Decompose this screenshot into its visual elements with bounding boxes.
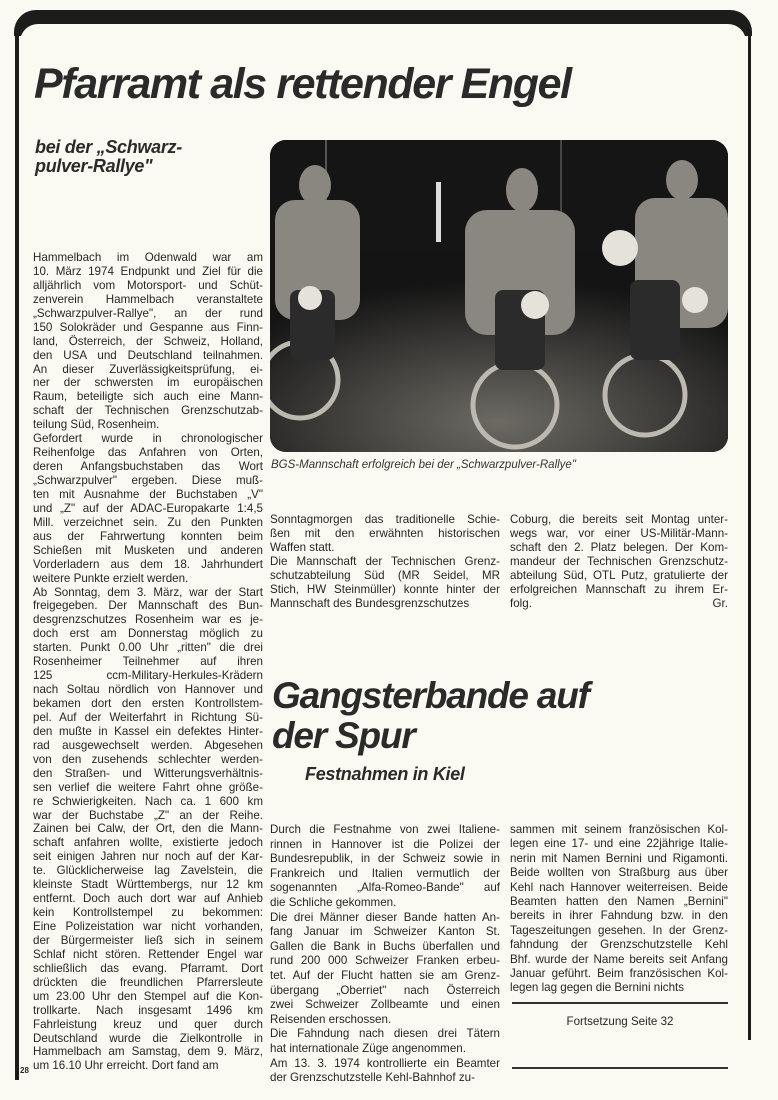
text-line: ner der schwersten im europäischen <box>33 376 263 390</box>
text-line: legen eine 17- und eine 22jährige Italie- <box>510 837 728 851</box>
text-line: Vorderladern aus dem 18. Jahrhundert <box>33 557 263 571</box>
text-line: entfernt. Doch auch dort war auf Anhieb <box>33 892 263 906</box>
text-line: wegs war, vor einer US-Militär-Mann- <box>510 526 728 540</box>
text-line: weitere Punkte erzielt werden. <box>33 571 189 585</box>
text-line: Fahrleistung kreuz und quer durch <box>33 1017 263 1031</box>
text-line: desgrenzschutzes Rosenheim war es je- <box>33 613 263 627</box>
subheadline-line: pulver-Rallye" <box>35 156 153 176</box>
text-line: und „Z" auf der ADAC-Europakarte 1:4,5 <box>33 501 263 515</box>
text-line: erfolgreichen Mannschaft zu ihrem Er- <box>510 582 728 596</box>
text-line: den Straßen- und Witterungsverhältnis- <box>33 766 263 780</box>
text-line: Schlaf nicht stören. Rettender Engel war <box>33 947 263 961</box>
page-frame-left-border <box>15 30 19 1080</box>
text-line: sen verlief die weitere Fahrt ohne größe- <box>33 780 263 794</box>
text-line: re Schwierigkeiten. Nach ca. 1 600 km <box>33 794 263 808</box>
text-line: rinnen in Hannover ist die Polizei der <box>270 837 500 851</box>
text-line: An dieser Zuverlässigkeitsprüfung, ei- <box>33 362 263 376</box>
text-line: alljährlich vom Motorsport- und Schüt- <box>33 278 263 292</box>
text-line: schutzabteilung Süd (MR Seidel, MR <box>270 568 500 582</box>
article2-column-1 <box>270 823 500 1086</box>
text-line: die Schliche gekommen. <box>270 895 397 909</box>
text-line: den USA und Deutschland teilnahmen. <box>33 348 263 362</box>
text-line: mandeur der Technischen Grenzschutz- <box>510 554 728 568</box>
text-line: abteilung Süd, OTL Putz, gratulierte der <box>510 568 728 582</box>
text-line: „Schwarzpulver" ergeben. Diese muß- <box>33 474 263 487</box>
rally-team-photo <box>270 140 728 452</box>
text-line: kein Kontrollstempel zu bekommen: <box>33 906 263 920</box>
text-line: rund 200 000 Schweizer Franken erbeu- <box>270 954 500 968</box>
article2-headline <box>272 676 589 756</box>
text-line: Tageszeitungen gesehen. In der Grenz- <box>510 923 728 937</box>
continuation-rule-top <box>512 1002 728 1004</box>
text-line: der Grenzschutzstelle Kehl-Bahnhof zu- <box>270 1071 475 1085</box>
article-headline: Pfarramt als rettender Engel <box>34 60 571 108</box>
text-line: Stich, HW Steinmüller) konnte hinter der <box>270 582 500 596</box>
text-fragment: Gr. <box>712 596 728 610</box>
text-line: zwei Schweizer Zollbeamte und einen <box>270 998 500 1012</box>
article1-column-1 <box>33 251 263 1073</box>
headline-line: Gangsterbande auf <box>272 675 589 716</box>
text-line: Rosenheimer Teilnehmer auf ihren <box>33 655 263 669</box>
photo-caption: BGS-Mannschaft erfolgreich bei der „Schwarzpulver-Rallye" <box>271 459 576 471</box>
continuation-rule-bottom <box>512 1067 728 1069</box>
text-line: fang Januar im Schweizer Kanton St. <box>270 925 500 939</box>
text-line: war der Buchstabe „Z" an der Reihe. <box>33 808 263 822</box>
text-line: bereits in ihrer Fahndung bzw. in den <box>510 909 728 923</box>
text-line: land, Österreich, der Schweiz, Holland, <box>33 334 263 348</box>
text-line: nerin mit Namen Bernini und Rigamonti. <box>510 851 728 865</box>
text-line: Raum, beteiligte sich auch eine Mann- <box>33 390 263 404</box>
text-line: Reisenden erschossen. <box>270 1012 392 1026</box>
text-line: Waffen statt. <box>270 540 335 554</box>
subheadline-line: bei der „Schwarz- <box>35 137 182 157</box>
article2-subheadline: Festnahmen in Kiel <box>305 764 465 784</box>
text-line: Deutschland wurde die Zielkontrolle in <box>33 1031 263 1045</box>
text-line: Eine Polizeistation war nicht vorhanden, <box>33 920 263 933</box>
motorcycle-riders-image <box>270 140 728 452</box>
text-line: Januar geführt. Beim französischen Kol- <box>510 966 728 980</box>
text-line: seit einigen Jahren nur noch auf der Kar- <box>33 850 263 864</box>
text-line: drückten die freundlichen Pfarrersleute <box>33 975 263 989</box>
text-line: der Bürgermeister ließ sich in seinem <box>33 933 263 947</box>
text-line: um 16.10 Uhr erreicht. Dort fand am <box>33 1059 219 1073</box>
text-line: hat internationale Züge angenommen. <box>270 1041 466 1055</box>
text-line: 150 Solokräder und Gespanne aus Finn- <box>33 320 263 334</box>
text-line: doch erst am Donnerstag möglich zu <box>33 627 263 641</box>
text-line: zenverein Hammelbach veranstaltete <box>33 292 263 306</box>
text-line: trollkarte. Nach insgesamt 1496 km <box>33 1003 263 1017</box>
text-line: tet. Auf der Flucht hatten sie am Grenz- <box>270 968 500 982</box>
text-line: Reihenfolge das Anfahren von Orten, <box>33 446 263 460</box>
text-line: kleinste Stadt Württembergs, nur 12 km <box>33 878 263 892</box>
text-line: Die Fahndung nach diesen drei Tätern <box>270 1027 500 1041</box>
article1-column-2 <box>270 513 500 611</box>
article1-column-3 <box>510 513 728 611</box>
text-line: den mußte in Kassel ein defektes Hinter- <box>33 724 263 738</box>
text-line: bekamen dort den ersten Kontrollstem- <box>33 697 263 710</box>
text-line: Sonntagmorgen das traditionelle Schie- <box>270 513 500 526</box>
text-line: Mill. verzeichnet sein. Zu den Punkten <box>33 515 263 529</box>
text-line: Hammelbach am Samstag, dem 9. März, <box>33 1045 263 1059</box>
text-line: Durch die Festnahme von zwei Italiene- <box>270 823 500 836</box>
text-line: von den zusehends schlechter werden- <box>33 752 263 766</box>
text-line: Ab Sonntag, dem 3. März, war der Start <box>33 585 263 599</box>
text-line: freigegeben. Der Mannschaft des Bun- <box>33 599 263 613</box>
text-line: legen lag gegen die Bernini nichts <box>510 981 685 995</box>
text-line: um 23.00 Uhr den Stempel auf die Kon- <box>33 989 263 1003</box>
page-number: 28 <box>20 1066 29 1075</box>
article-subheadline <box>35 138 182 176</box>
continuation-note: Fortsetzung Seite 32 <box>566 1015 674 1028</box>
text-line: Bhf. wurde der Name bereits seit Anfang <box>510 952 728 966</box>
text-fragment: folg. <box>510 596 532 610</box>
text-line: deren Anfangsbuchstaben das Wort <box>33 460 263 474</box>
text-line: sammen mit seinem französischen Kol- <box>510 823 728 836</box>
text-line: Coburg, die bereits seit Montag unter- <box>510 513 728 526</box>
text-line: ßen mit den erwähnten historischen <box>270 526 500 540</box>
text-line: schaft den 2. Platz belegen. Der Kom- <box>510 540 728 554</box>
article2-column-2 <box>510 823 728 996</box>
text-line: schließlich das evang. Pfarramt. Dort <box>33 961 263 975</box>
text-line: Kehl nach Hannover weiterreisen. Beide <box>510 880 728 894</box>
text-line: 125 ccm-Military-Herkules-Krädern <box>33 669 263 683</box>
text-line: Die Mannschaft der Technischen Grenz- <box>270 554 500 568</box>
text-line: Gallen die Bank in Buchs überfallen und <box>270 939 500 953</box>
text-line: Gefordert wurde in chronologischer <box>33 432 263 446</box>
page-frame-inner <box>20 24 746 54</box>
text-line: starten. Punkt 0.00 Uhr „ritten" die drei <box>33 641 263 655</box>
text-line: schaft der Technischen Grenzschutzab- <box>33 404 263 418</box>
text-line: schaft anfahren wollte, existierte jedoch <box>33 836 263 850</box>
text-line: übergang „Oberriet" nach Österreich <box>270 983 500 997</box>
text-line: pel. Auf der Weiterfahrt in Richtung Sü- <box>33 710 263 724</box>
text-line: rad ausgewechselt werden. Abgesehen <box>33 738 263 752</box>
text-line: aus der Fahrwertung konnten beim <box>33 529 263 543</box>
text-line: te. Glücklicherweise lag Zavelstein, die <box>33 864 263 878</box>
text-line: Bundesrepublik, in der Schweiz sowie in <box>270 852 500 866</box>
text-line: Am 13. 3. 1974 kontrollierte ein Beamter <box>270 1056 500 1070</box>
text-line <box>510 597 728 611</box>
text-line: Beide wollten von Straßburg aus über <box>510 866 728 880</box>
page-frame-right-border <box>748 30 751 1040</box>
text-line: Frankreich und Italien vermutlich der <box>270 866 500 880</box>
text-line: 10. März 1974 Endpunkt und Ziel für die <box>33 264 263 278</box>
text-line: Beamten hatten den Namen „Bernini" <box>510 894 728 908</box>
text-line: Die drei Männer dieser Bande hatten An- <box>270 910 500 924</box>
text-line: teilung Süd, Rosenheim. <box>33 418 160 432</box>
text-line: Schießen mit Musketen und anderen <box>33 543 263 557</box>
text-line: Zainen bei Calw, der Ort, den die Mann- <box>33 822 263 836</box>
text-line: Hammelbach im Odenwald war am <box>33 251 263 264</box>
text-line: Mannschaft des Bundesgrenzschutzes <box>270 596 470 610</box>
text-line: „Schwarzpulver-Rallye", an der rund <box>33 306 263 320</box>
headline-line: der Spur <box>272 715 415 756</box>
text-line: ten mit Ausnahme der Buchstaben „V" <box>33 487 263 501</box>
text-line: fahndung der Grenzschutzstelle Kehl <box>510 938 728 952</box>
text-line: nach Soltau nördlich von Hannover und <box>33 683 263 697</box>
text-line: sogenannten „Alfa-Romeo-Bande" auf <box>270 881 500 895</box>
